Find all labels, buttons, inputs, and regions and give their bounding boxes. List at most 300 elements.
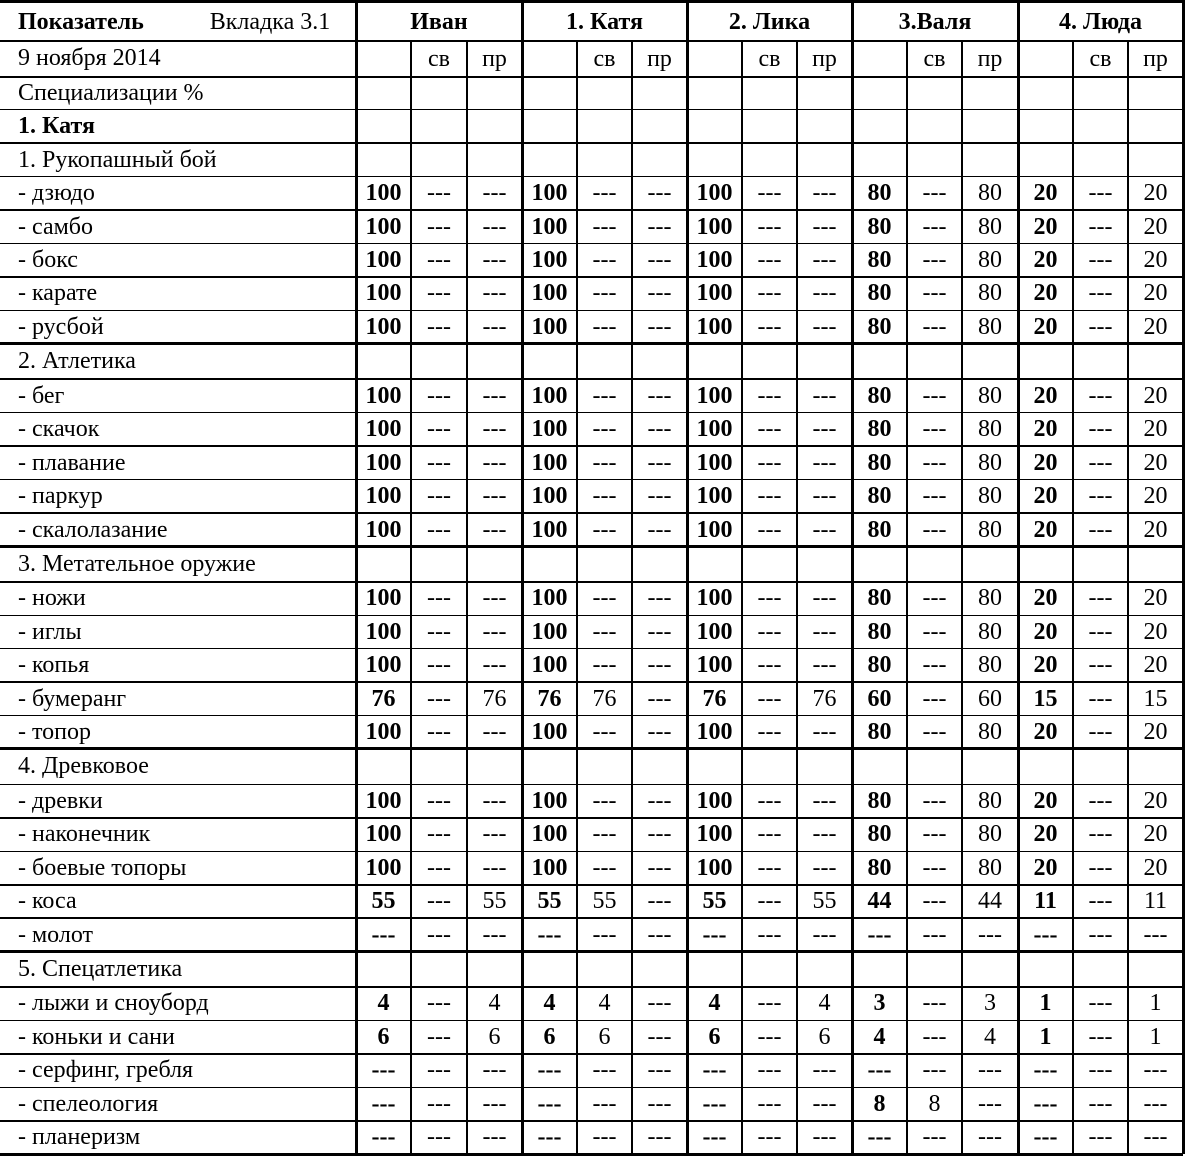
grid-line: [0, 784, 1183, 786]
value-cell: 8: [873, 1090, 886, 1117]
value-cell: ---: [647, 213, 672, 240]
value-cell: ---: [647, 313, 672, 340]
value-cell: 76: [812, 685, 837, 712]
value-cell: 80: [978, 516, 1002, 543]
value-cell: ---: [922, 416, 947, 443]
grid-line: [906, 40, 908, 1154]
value-cell: ---: [537, 1090, 562, 1117]
grid-line: [0, 1120, 1183, 1122]
value-cell: ---: [922, 280, 947, 307]
value-cell: ---: [812, 416, 837, 443]
value-cell: ---: [1088, 382, 1113, 409]
value-cell: ---: [482, 719, 507, 746]
value-cell: ---: [371, 1090, 396, 1117]
value-cell: 55: [812, 888, 837, 915]
value-cell: ---: [482, 652, 507, 679]
section-label: 1. Рукопашный бой: [18, 146, 217, 173]
grid-line: [0, 1087, 1183, 1089]
value-cell: ---: [812, 821, 837, 848]
value-cell: 100: [365, 416, 402, 443]
value-cell: 20: [1033, 719, 1058, 746]
value-cell: ---: [537, 1057, 562, 1084]
value-cell: ---: [647, 719, 672, 746]
grid-line: [631, 40, 633, 1154]
row-label: - боевые топоры: [18, 854, 187, 881]
value-cell: 100: [696, 213, 733, 240]
value-cell: 76: [482, 685, 507, 712]
value-cell: ---: [702, 1124, 727, 1151]
value-cell: ---: [922, 483, 947, 510]
value-cell: ---: [647, 854, 672, 881]
value-cell: ---: [757, 1057, 782, 1084]
subheader-pr-lyuda: пр: [1143, 46, 1168, 72]
value-cell: 100: [696, 416, 733, 443]
value-cell: ---: [1033, 921, 1058, 948]
grid-line: [355, 0, 358, 1154]
value-cell: ---: [757, 821, 782, 848]
value-cell: 20: [1143, 313, 1168, 340]
value-cell: ---: [922, 888, 947, 915]
value-cell: 6: [708, 1023, 721, 1050]
value-cell: 4: [873, 1023, 886, 1050]
grid-line: [0, 817, 1183, 819]
value-cell: 20: [1033, 213, 1058, 240]
value-cell: 80: [867, 652, 892, 679]
value-cell: 80: [978, 247, 1002, 274]
grid-line: [1127, 40, 1129, 1154]
value-cell: 100: [696, 516, 733, 543]
grid-line: [0, 40, 1183, 42]
row-label: - топор: [18, 719, 92, 746]
value-cell: 80: [867, 382, 892, 409]
value-cell: ---: [647, 280, 672, 307]
grid-line: [851, 0, 854, 1154]
value-cell: 80: [978, 213, 1002, 240]
grid-line: [0, 950, 1183, 953]
value-cell: ---: [427, 787, 451, 814]
value-cell: ---: [812, 516, 837, 543]
header-title: Показатель: [18, 9, 144, 35]
value-cell: ---: [427, 990, 451, 1017]
value-cell: ---: [592, 416, 617, 443]
row-label: - скалолазание: [18, 516, 168, 543]
value-cell: 100: [531, 483, 568, 510]
section-label: 4. Древковое: [18, 753, 149, 780]
value-cell: ---: [482, 449, 507, 476]
value-cell: ---: [922, 180, 947, 207]
grid-line: [0, 851, 1183, 853]
person-header-katya: 1. Катя: [566, 9, 643, 35]
value-cell: ---: [647, 1057, 672, 1084]
value-cell: 100: [531, 516, 568, 543]
value-cell: 60: [867, 685, 892, 712]
value-cell: 100: [696, 618, 733, 645]
row-label: - паркур: [18, 483, 103, 510]
value-cell: 6: [543, 1023, 556, 1050]
value-cell: ---: [757, 483, 782, 510]
value-cell: ---: [427, 585, 451, 612]
value-cell: ---: [1088, 483, 1113, 510]
value-cell: 100: [696, 585, 733, 612]
value-cell: 80: [867, 585, 892, 612]
value-cell: ---: [757, 719, 782, 746]
value-cell: ---: [1088, 213, 1113, 240]
value-cell: ---: [482, 854, 507, 881]
value-cell: ---: [1088, 1057, 1113, 1084]
value-cell: ---: [702, 921, 727, 948]
value-cell: 76: [592, 685, 617, 712]
value-cell: 20: [1033, 313, 1058, 340]
value-cell: 80: [978, 618, 1002, 645]
value-cell: ---: [647, 416, 672, 443]
value-cell: 80: [867, 719, 892, 746]
value-cell: ---: [1033, 1057, 1058, 1084]
value-cell: 20: [1033, 652, 1058, 679]
value-cell: ---: [427, 821, 451, 848]
value-cell: ---: [922, 652, 947, 679]
value-cell: ---: [592, 280, 617, 307]
value-cell: ---: [482, 416, 507, 443]
grid-line: [0, 615, 1183, 617]
row-label: - ножи: [18, 585, 86, 612]
value-cell: ---: [812, 1124, 837, 1151]
value-cell: ---: [812, 854, 837, 881]
value-cell: 100: [531, 585, 568, 612]
value-cell: 100: [365, 618, 402, 645]
value-cell: 100: [531, 618, 568, 645]
value-cell: ---: [1088, 416, 1113, 443]
value-cell: 80: [867, 821, 892, 848]
value-cell: 100: [696, 483, 733, 510]
value-cell: ---: [427, 280, 451, 307]
value-cell: ---: [427, 652, 451, 679]
value-cell: ---: [1088, 313, 1113, 340]
value-cell: 100: [531, 382, 568, 409]
value-cell: ---: [812, 1057, 837, 1084]
value-cell: ---: [1088, 787, 1113, 814]
value-cell: ---: [1088, 888, 1113, 915]
value-cell: ---: [702, 1057, 727, 1084]
value-cell: ---: [647, 449, 672, 476]
value-cell: ---: [922, 719, 947, 746]
value-cell: ---: [482, 787, 507, 814]
value-cell: 20: [1143, 280, 1168, 307]
value-cell: ---: [647, 888, 672, 915]
row-label: - древки: [18, 787, 103, 814]
value-cell: 100: [365, 180, 402, 207]
value-cell: ---: [757, 990, 782, 1017]
value-cell: 6: [377, 1023, 390, 1050]
value-cell: ---: [592, 821, 617, 848]
value-cell: ---: [537, 921, 562, 948]
value-cell: 60: [978, 685, 1002, 712]
value-cell: ---: [757, 921, 782, 948]
value-cell: ---: [702, 1090, 727, 1117]
row-label: - бег: [18, 382, 65, 409]
value-cell: 55: [537, 888, 562, 915]
value-cell: ---: [757, 516, 782, 543]
value-cell: ---: [812, 921, 837, 948]
value-cell: 100: [365, 787, 402, 814]
value-cell: ---: [1088, 247, 1113, 274]
value-cell: ---: [1088, 990, 1113, 1017]
value-cell: ---: [647, 787, 672, 814]
value-cell: ---: [647, 1023, 672, 1050]
value-cell: ---: [757, 888, 782, 915]
value-cell: ---: [757, 213, 782, 240]
value-cell: ---: [757, 449, 782, 476]
value-cell: ---: [647, 990, 672, 1017]
value-cell: ---: [922, 382, 947, 409]
value-cell: ---: [1088, 1090, 1113, 1117]
row-label: - скачок: [18, 416, 100, 443]
value-cell: 76: [371, 685, 396, 712]
value-cell: ---: [922, 313, 947, 340]
value-cell: 20: [1033, 516, 1058, 543]
section-label: 5. Спецатлетика: [18, 956, 183, 983]
value-cell: ---: [1143, 1124, 1168, 1151]
grid-line: [410, 40, 412, 1154]
value-cell: ---: [647, 618, 672, 645]
value-cell: ---: [647, 483, 672, 510]
grid-line: [961, 40, 963, 1154]
grid-line: [0, 479, 1183, 481]
value-cell: ---: [482, 180, 507, 207]
value-cell: 80: [978, 719, 1002, 746]
value-cell: ---: [757, 787, 782, 814]
grid-line: [0, 917, 1183, 919]
value-cell: 6: [598, 1023, 611, 1050]
value-cell: ---: [427, 382, 451, 409]
grid-line: [0, 648, 1183, 650]
grid-line: [576, 40, 578, 1154]
value-cell: 8: [928, 1090, 941, 1117]
grid-line: [0, 747, 1183, 750]
value-cell: 100: [531, 313, 568, 340]
value-cell: ---: [427, 1124, 451, 1151]
value-cell: ---: [812, 719, 837, 746]
row-label: - бумеранг: [18, 685, 127, 712]
value-cell: ---: [647, 1124, 672, 1151]
value-cell: 20: [1143, 585, 1168, 612]
value-cell: 4: [598, 990, 611, 1017]
value-cell: 80: [978, 180, 1002, 207]
value-cell: ---: [427, 888, 451, 915]
value-cell: ---: [537, 1124, 562, 1151]
subheader-sv-lika: св: [758, 46, 781, 72]
value-cell: 20: [1143, 652, 1168, 679]
value-cell: ---: [427, 1023, 451, 1050]
value-cell: ---: [757, 280, 782, 307]
grid-line: [466, 40, 468, 1154]
value-cell: 100: [696, 821, 733, 848]
header-tab: Вкладка 3.1: [209, 9, 331, 35]
value-cell: ---: [647, 821, 672, 848]
value-cell: ---: [592, 247, 617, 274]
value-cell: ---: [757, 382, 782, 409]
value-cell: 20: [1143, 247, 1168, 274]
value-cell: ---: [371, 1124, 396, 1151]
value-cell: ---: [427, 180, 451, 207]
value-cell: ---: [482, 516, 507, 543]
value-cell: ---: [592, 854, 617, 881]
value-cell: 20: [1033, 821, 1058, 848]
value-cell: ---: [592, 449, 617, 476]
value-cell: 100: [696, 313, 733, 340]
subheader-sv-katya: св: [593, 46, 616, 72]
value-cell: 80: [978, 585, 1002, 612]
value-cell: 1: [1149, 990, 1162, 1017]
value-cell: ---: [427, 416, 451, 443]
row-label: - молот: [18, 921, 94, 948]
value-cell: ---: [1143, 1090, 1168, 1117]
row-label: - иглы: [18, 618, 82, 645]
value-cell: ---: [978, 1057, 1002, 1084]
value-cell: 100: [365, 821, 402, 848]
grid-line: [0, 378, 1183, 380]
value-cell: 20: [1143, 449, 1168, 476]
value-cell: ---: [757, 416, 782, 443]
value-cell: 100: [531, 449, 568, 476]
value-cell: 100: [696, 382, 733, 409]
value-cell: 80: [867, 449, 892, 476]
value-cell: 80: [867, 180, 892, 207]
value-cell: 80: [978, 313, 1002, 340]
grid-line: [0, 1153, 1183, 1156]
value-cell: ---: [482, 1124, 507, 1151]
value-cell: ---: [1088, 449, 1113, 476]
value-cell: 80: [978, 652, 1002, 679]
value-cell: 76: [702, 685, 727, 712]
value-cell: ---: [1143, 921, 1168, 948]
value-cell: ---: [371, 1057, 396, 1084]
value-cell: ---: [867, 921, 892, 948]
grid-line: [0, 310, 1183, 312]
value-cell: 100: [531, 854, 568, 881]
value-cell: ---: [427, 1057, 451, 1084]
value-cell: 100: [531, 719, 568, 746]
value-cell: ---: [867, 1057, 892, 1084]
value-cell: ---: [922, 449, 947, 476]
value-cell: 100: [365, 516, 402, 543]
value-cell: ---: [592, 1090, 617, 1117]
value-cell: 20: [1143, 516, 1168, 543]
value-cell: 20: [1033, 280, 1058, 307]
value-cell: ---: [427, 516, 451, 543]
value-cell: 20: [1033, 247, 1058, 274]
value-cell: 20: [1143, 416, 1168, 443]
value-cell: ---: [922, 821, 947, 848]
value-cell: 80: [978, 449, 1002, 476]
value-cell: ---: [427, 1090, 451, 1117]
grid-line: [1017, 0, 1020, 1154]
value-cell: 100: [365, 854, 402, 881]
row-label: - коса: [18, 888, 77, 915]
grid-line: [0, 0, 1183, 3]
value-cell: ---: [1088, 719, 1113, 746]
value-cell: 20: [1033, 416, 1058, 443]
section-label: 1. Катя: [18, 113, 95, 140]
value-cell: 3: [873, 990, 886, 1017]
value-cell: 4: [708, 990, 721, 1017]
value-cell: 1: [1149, 1023, 1162, 1050]
subheader-pr-lika: пр: [812, 46, 837, 72]
value-cell: ---: [592, 719, 617, 746]
value-cell: ---: [1143, 1057, 1168, 1084]
value-cell: ---: [757, 618, 782, 645]
value-cell: 80: [978, 416, 1002, 443]
value-cell: 80: [978, 483, 1002, 510]
value-cell: 80: [867, 416, 892, 443]
value-cell: 44: [978, 888, 1002, 915]
value-cell: 20: [1143, 821, 1168, 848]
subheader-sv-lyuda: св: [1089, 46, 1112, 72]
value-cell: 6: [818, 1023, 831, 1050]
value-cell: ---: [592, 516, 617, 543]
value-cell: ---: [592, 618, 617, 645]
value-cell: ---: [647, 516, 672, 543]
row-label: - спелеология: [18, 1090, 159, 1117]
value-cell: ---: [812, 1090, 837, 1117]
value-cell: ---: [371, 921, 396, 948]
value-cell: ---: [427, 921, 451, 948]
value-cell: 20: [1143, 854, 1168, 881]
value-cell: 20: [1033, 449, 1058, 476]
value-cell: ---: [427, 483, 451, 510]
value-cell: ---: [812, 585, 837, 612]
value-cell: ---: [1088, 821, 1113, 848]
value-cell: 4: [984, 1023, 996, 1050]
value-cell: ---: [482, 585, 507, 612]
subheader-pr-valya: пр: [977, 46, 1003, 72]
value-cell: ---: [592, 1057, 617, 1084]
grid-line: [741, 40, 743, 1154]
value-cell: 100: [531, 652, 568, 679]
value-cell: ---: [427, 213, 451, 240]
value-cell: ---: [592, 180, 617, 207]
grid-line: [0, 545, 1183, 548]
value-cell: ---: [922, 990, 947, 1017]
value-cell: 20: [1033, 382, 1058, 409]
value-cell: ---: [757, 1023, 782, 1050]
value-cell: ---: [427, 247, 451, 274]
value-cell: ---: [647, 180, 672, 207]
value-cell: ---: [757, 685, 782, 712]
grid-line: [0, 1020, 1183, 1022]
value-cell: ---: [922, 585, 947, 612]
grid-line: [686, 0, 689, 1154]
value-cell: 100: [696, 449, 733, 476]
value-cell: ---: [1033, 1124, 1058, 1151]
value-cell: 20: [1033, 585, 1058, 612]
value-cell: 80: [867, 213, 892, 240]
value-cell: ---: [757, 652, 782, 679]
row-label: - дзюдо: [18, 180, 95, 207]
value-cell: 11: [1034, 888, 1057, 915]
value-cell: ---: [812, 483, 837, 510]
row-label: - самбо: [18, 213, 93, 240]
value-cell: ---: [1088, 685, 1113, 712]
value-cell: 100: [696, 787, 733, 814]
value-cell: ---: [482, 213, 507, 240]
value-cell: 80: [867, 618, 892, 645]
value-cell: ---: [482, 483, 507, 510]
value-cell: 100: [531, 180, 568, 207]
value-cell: ---: [427, 685, 451, 712]
value-cell: ---: [482, 821, 507, 848]
value-cell: ---: [922, 213, 947, 240]
value-cell: ---: [592, 382, 617, 409]
